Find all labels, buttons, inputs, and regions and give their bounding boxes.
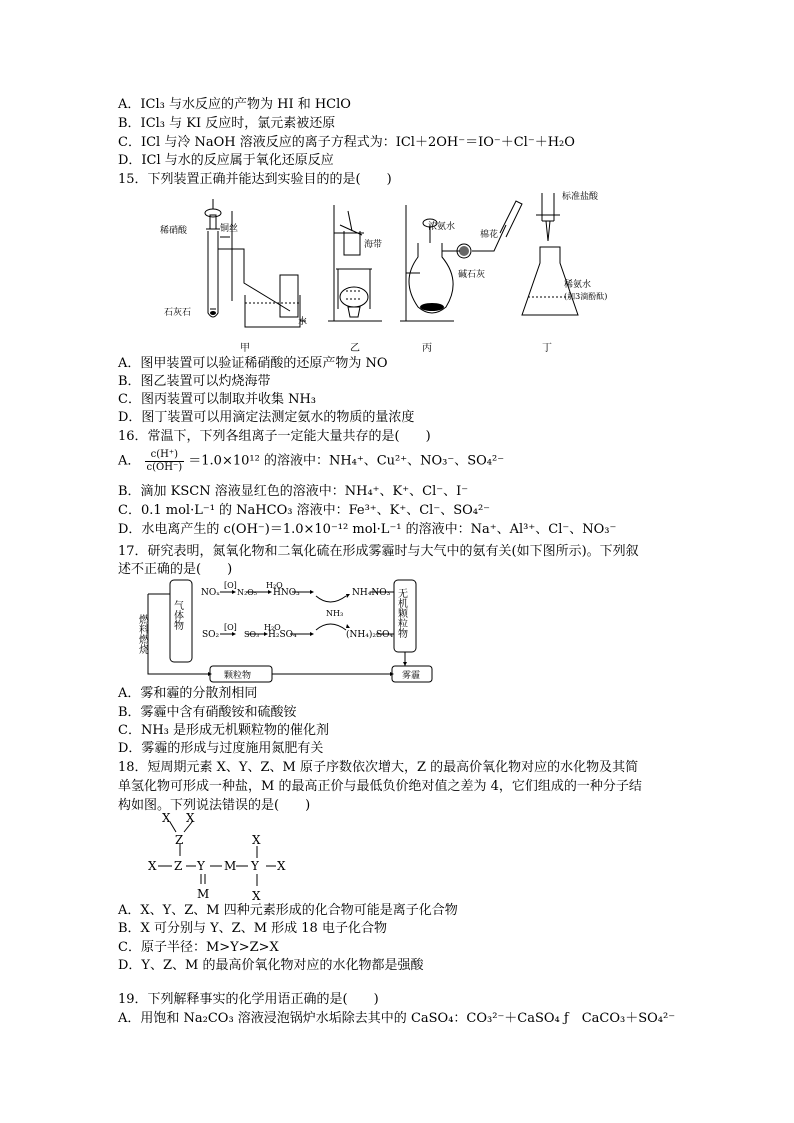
q15-option-d: D．图丁装置可以用滴定法测定氨水的物质的量浓度	[118, 410, 415, 425]
jia-water-label: 水	[298, 317, 308, 327]
haze-box-label: 雾霾	[402, 671, 421, 681]
atom-x-5: X	[277, 859, 286, 873]
q18-option-c: C．原子半径：M>Y>Z>X	[118, 940, 279, 955]
ding-indicator-label: (加3滴酚酞)	[564, 292, 608, 301]
atom-x-2: X	[186, 811, 195, 825]
bing-cotton-label: 棉花	[480, 230, 499, 240]
so3-label: SO₃	[244, 630, 260, 639]
q14-option-a: A．ICl₃ 与水反应的产物为 HI 和 HClO	[118, 97, 351, 112]
q18-option-b: B．X 可分别与 Y、Z、M 形成 18 电子化合物	[118, 921, 387, 936]
q16-option-a	[118, 449, 504, 474]
q18-option-d: D．Y、Z、M 的最高价氧化物对应的水化物都是强酸	[118, 958, 424, 973]
so2-label: SO₂	[202, 630, 220, 640]
jia-wire-label: 铜丝	[220, 224, 239, 234]
q15-option-c: C．图丙装置可以制取并收集 NH₃	[118, 392, 317, 407]
nox-label: NOₓ	[201, 588, 221, 598]
q16-stem: 16．常温下，下列各组离子一定能大量共存的是( )	[118, 429, 431, 444]
atom-m-1: M	[224, 859, 237, 873]
q17-stem-line2: 述不正确的是( )	[118, 562, 233, 577]
q18-stem-line3: 构如图。下列说法错误的是( )	[118, 798, 311, 813]
ding-label: 丁	[542, 343, 552, 354]
q15-stem: 15．下列装置正确并能达到实验目的的是( )	[118, 172, 392, 187]
atom-x-6: X	[252, 889, 261, 903]
q15-apparatus-figure	[150, 185, 650, 355]
nh3-label: NH₃	[326, 609, 344, 618]
q19-stem: 19．下列解释事实的化学用语正确的是( )	[118, 992, 379, 1007]
atom-z-1: Z	[175, 833, 184, 847]
q17-option-d: D．雾霾的形成与过度施用氮肥有关	[118, 741, 324, 756]
jia-acid-label: 稀硝酸	[160, 226, 188, 236]
q14-option-d: D．ICl 与水的反应属于氧化还原反应	[118, 153, 334, 168]
inorganic-particle-box-label: 无机颗粒物	[395, 588, 407, 638]
q16-a-fraction	[145, 449, 185, 474]
q17-stem-line1: 17．研究表明，氮氧化物和二氧化硫在形成雾霾时与大气中的氨有关(如下图所示)。下列叙	[118, 544, 639, 559]
h2so4-label: H₂SO₄	[268, 630, 297, 640]
q18-molecule-structure	[140, 810, 310, 904]
q16-a-prefix: A．	[118, 453, 141, 469]
ding-hcl-label: 标准盐酸	[562, 192, 599, 202]
q19-option-a: A．用饱和 Na₂CO₃ 溶液浸泡锅炉水垢除去其中的 CaSO₄：CO₃²⁻＋CaSO₄ ƒ CaCO₃＋SO₄²⁻	[118, 1011, 676, 1026]
yi-seaweed-label: 海带	[364, 240, 383, 250]
h2o-label-1: H₂O	[266, 581, 283, 590]
o-label-2: [O]	[224, 623, 237, 632]
hno3-label: HNO₃	[273, 588, 300, 598]
q14-option-c: C．ICl 与冷 NaOH 溶液反应的离子方程式为：ICl＋2OH⁻＝IO⁻＋Cl⁻＋H₂O	[118, 135, 575, 150]
q18-stem-line2: 单氢化物可形成一种盐，M 的最高正价与最低负价绝对值之差为 4，它们组成的一种分子结	[118, 779, 642, 794]
nh42so4-label: (NH₄)₂SO₄	[346, 630, 394, 640]
q16-option-c: C．0.1 mol·L⁻¹ 的 NaHCO₃ 溶液中：Fe³⁺、K⁺、Cl⁻、SO₄²⁻	[118, 503, 491, 518]
q16-a-suffix: ＝1.0×10¹² 的溶液中：NH₄⁺、Cu²⁺、NO₃⁻、SO₄²⁻	[188, 453, 505, 469]
q17-option-b: B．雾霾中含有硝酸铵和硫酸铵	[118, 705, 297, 720]
q18-option-a: A．X、Y、Z、M 四种元素形成的化合物可能是离子化合物	[118, 903, 458, 918]
jia-stone-label: 石灰石	[164, 308, 192, 318]
q17-option-c: C．NH₃ 是形成无机颗粒物的催化剂	[118, 723, 330, 738]
atom-x-3: X	[252, 833, 261, 847]
o-label-1: [O]	[224, 581, 237, 590]
yi-label: 乙	[350, 343, 360, 354]
bing-ammonia-label: 浓氨水	[428, 222, 456, 232]
q15-option-b: B．图乙装置可以灼烧海带	[118, 374, 271, 389]
h2o-label-2: H₂O	[264, 623, 281, 632]
q18-stem-line1: 18．短周期元素 X、Y、Z、M 原子序数依次增大，Z 的最高价氧化物对应的水化物及其简	[118, 760, 639, 775]
n2o5-label: N₂O₅	[237, 588, 257, 597]
fuel-combustion-label: 燃料燃烧	[136, 614, 148, 654]
q16-a-denominator: c(OH⁻)	[146, 462, 183, 473]
particle-box-label: 颗粒物	[224, 671, 252, 681]
q16-a-numerator: c(H⁺)	[145, 449, 185, 462]
q17-haze-diagram	[136, 574, 440, 686]
q16-option-b: B．滴加 KSCN 溶液显红色的溶液中：NH₄⁺、K⁺、Cl⁻、I⁻	[118, 484, 469, 499]
atom-x-1: X	[162, 811, 171, 825]
q16-option-d: D．水电离产生的 c(OH⁻)＝1.0×10⁻¹² mol·L⁻¹ 的溶液中：Na⁺、Al³⁺、Cl⁻、NO₃⁻	[118, 522, 617, 537]
ding-ammonia-label: 稀氨水	[564, 280, 592, 290]
bing-lime-label: 碱石灰	[458, 270, 486, 280]
q14-option-b: B．ICl₃ 与 KI 反应时，氯元素被还原	[118, 116, 336, 131]
atom-z-2: Z	[174, 859, 183, 873]
q15-option-a: A．图甲装置可以验证稀硝酸的还原产物为 NO	[118, 356, 388, 371]
q17-option-a: A．雾和霾的分散剂相同	[118, 686, 258, 701]
atom-y-1: Y	[197, 859, 205, 873]
gas-box-label: 气体物	[171, 600, 183, 630]
jia-label: 甲	[240, 343, 250, 354]
atom-x-4: X	[148, 859, 157, 873]
bing-label: 丙	[422, 343, 432, 354]
nh4no3-label: NH₄NO₃	[352, 588, 391, 598]
atom-m-2: M	[197, 887, 210, 901]
atom-y-2: Y	[251, 859, 259, 873]
